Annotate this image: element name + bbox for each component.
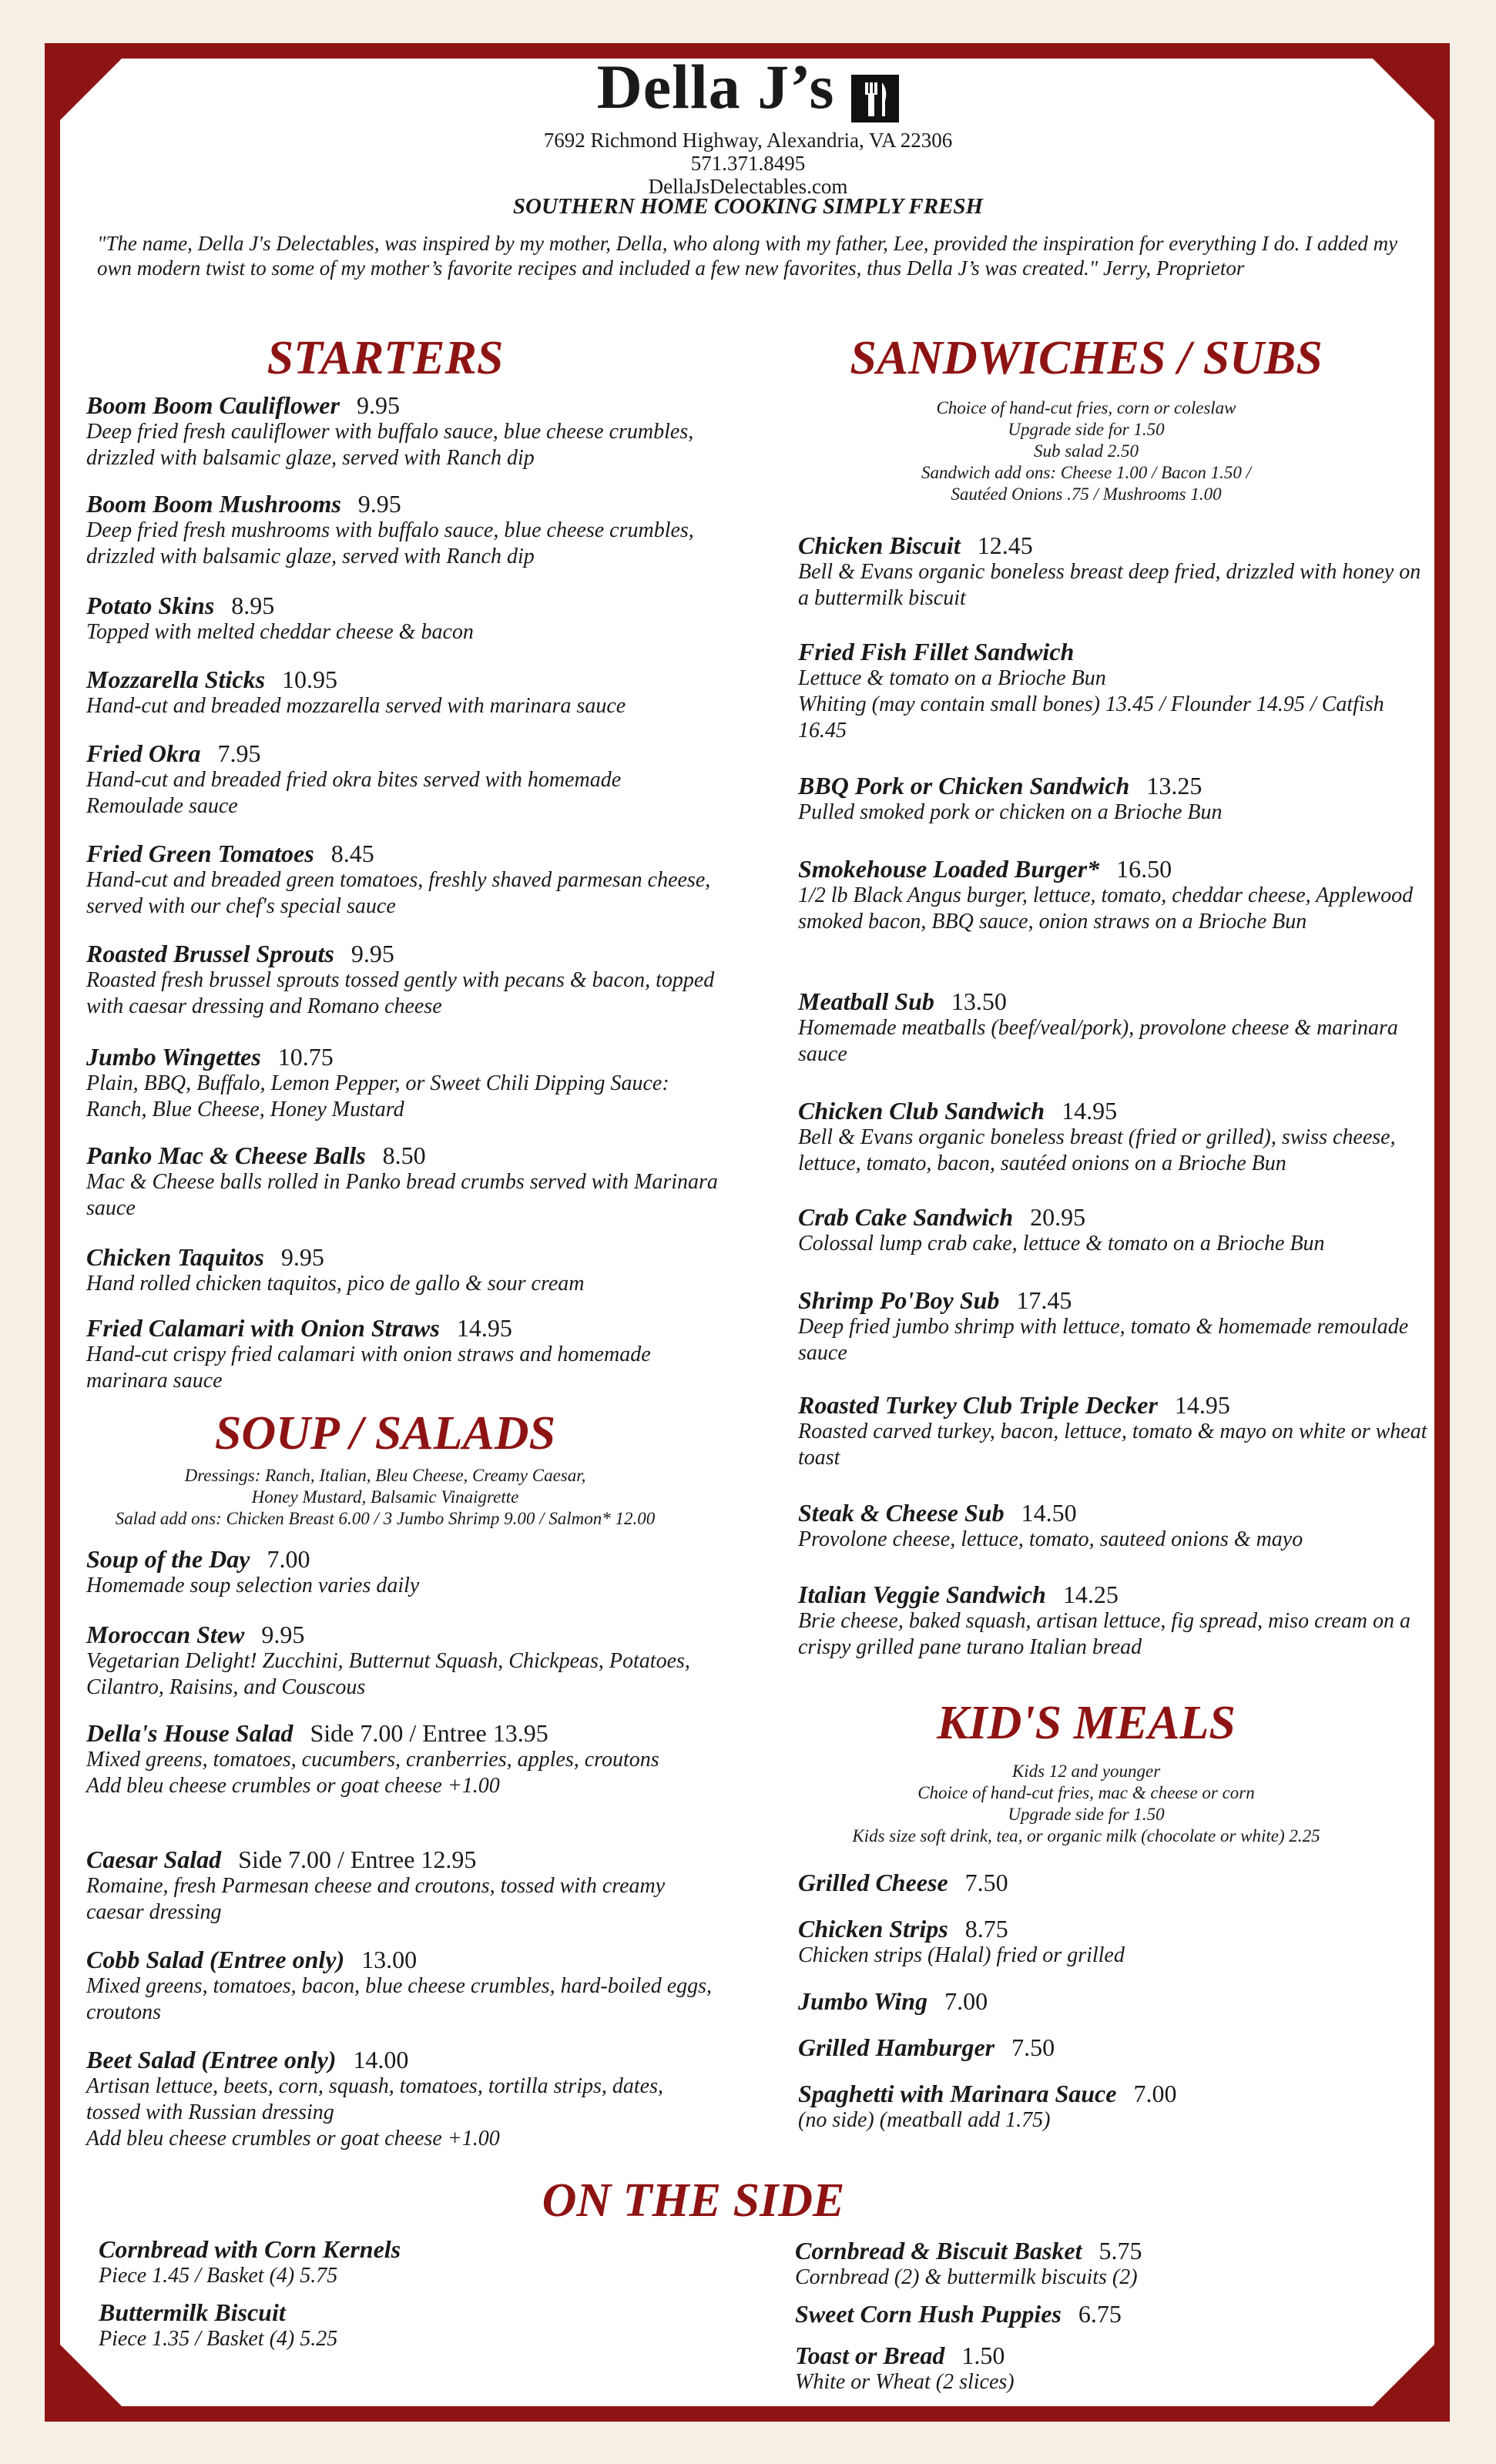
- item-header: [86, 1243, 718, 1271]
- item-price: 7.50: [964, 1869, 1008, 1896]
- item-description: Homemade soup selection varies daily: [86, 1574, 420, 1597]
- item-price: 9.95: [261, 1621, 305, 1648]
- item-price: Side 7.00 / Entree 13.95: [310, 1719, 548, 1747]
- item-price: 9.95: [351, 940, 394, 967]
- menu-item: [798, 987, 1430, 1068]
- item-price: 10.75: [277, 1043, 334, 1071]
- item-header: [86, 391, 718, 419]
- item-name: Mozzarella Sticks: [86, 665, 266, 693]
- menu-item: [798, 2033, 1430, 2061]
- item-price: 8.45: [330, 840, 374, 867]
- menu-item: [798, 1869, 1430, 1896]
- menu-item: [798, 638, 1430, 744]
- dressings-note-2: Honey Mustard, Balsamic Vinaigrette: [251, 1487, 519, 1507]
- item-description: Hand rolled chicken taquitos, pico de gallo & sour cream: [86, 1272, 585, 1296]
- item-price: 8.95: [231, 592, 275, 619]
- address: 7692 Richmond Highway, Alexandria, VA 22306: [543, 129, 953, 153]
- item-price: 1.50: [961, 2342, 1005, 2369]
- menu-item: [86, 940, 718, 1020]
- item-header: [795, 2237, 1427, 2265]
- item-header: [86, 1314, 718, 1342]
- item-name: Italian Veggie Sandwich: [798, 1581, 1046, 1608]
- item-name: Meatball Sub: [798, 987, 934, 1015]
- item-description: Lettuce & tomato on a Brioche Bun: [798, 666, 1106, 690]
- item-header: [798, 638, 1430, 665]
- website: DellaJsDelectables.com: [648, 175, 848, 199]
- item-price: 16.50: [1116, 855, 1172, 883]
- item-price: 7.00: [944, 1987, 988, 2015]
- item-header: [798, 1097, 1430, 1125]
- item-price: 14.95: [456, 1314, 512, 1342]
- item-header: [86, 940, 718, 967]
- item-description: Hand-cut and breaded green tomatoes, freshly shaved parmesan cheese, served with our chef's special sauce: [86, 868, 711, 918]
- item-price: 7.95: [217, 739, 261, 767]
- item-price: 14.00: [353, 2046, 409, 2073]
- item-description: Deep fried fresh cauliflower with buffalo sauce, blue cheese crumbles, drizzled with balsamic glaze, served with Ranch dip: [86, 420, 694, 470]
- item-header: [798, 531, 1430, 559]
- item-description: Deep fried fresh mushrooms with buffalo sauce, blue cheese crumbles, drizzled with balsamic glaze, served with Ranch dip: [86, 518, 694, 568]
- sandwich-addons-note-2: Sautéed Onions .75 / Mushrooms 1.00: [951, 484, 1222, 504]
- salad-addons-note: Salad add ons: Chicken Breast 6.00 / 3 Jumbo Shrimp 9.00 / Salmon* 12.00: [115, 1509, 656, 1528]
- item-name: Beet Salad (Entree only): [86, 2046, 337, 2073]
- menu-item: [798, 772, 1430, 826]
- item-name: Chicken Club Sandwich: [798, 1097, 1045, 1125]
- section-title-starters: STARTERS: [267, 332, 504, 384]
- item-header: [86, 2046, 718, 2073]
- item-price: 13.00: [361, 1946, 418, 1973]
- item-name: Chicken Taquitos: [86, 1243, 264, 1271]
- item-name: Moroccan Stew: [86, 1621, 245, 1648]
- item-description: Piece 1.35 / Basket (4) 5.25: [99, 2327, 338, 2351]
- item-description: White or Wheat (2 slices): [795, 2370, 1015, 2394]
- kids-drink-note: Kids size soft drink, tea, or organic milk (chocolate or white) 2.25: [852, 1826, 1320, 1845]
- item-description: Plain, BBQ, Buffalo, Lemon Pepper, or Sweet Chili Dipping Sauce: Ranch, Blue Cheese, Honey Mustard: [86, 1071, 669, 1121]
- item-price: 12.45: [977, 531, 1033, 559]
- menu-item: [798, 1581, 1430, 1661]
- item-header: [798, 1869, 1430, 1896]
- item-description: Bell & Evans organic boneless breast (fried or grilled), swiss cheese, lettuce, tomato, bacon, sautéed onions on a Brioche Bun: [798, 1125, 1396, 1175]
- item-price: 13.25: [1146, 772, 1203, 800]
- item-description: Romaine, fresh Parmesan cheese and croutons, tossed with creamy caesar dressing: [86, 1874, 666, 1924]
- menu-item: [798, 1499, 1430, 1553]
- item-name: Boom Boom Mushrooms: [86, 490, 341, 518]
- menu-item: [86, 490, 718, 570]
- menu-item: [798, 1915, 1430, 1969]
- item-header: [86, 1946, 718, 1973]
- item-price: 14.95: [1174, 1391, 1230, 1419]
- item-header: [795, 2342, 1427, 2369]
- item-header: [86, 490, 718, 518]
- item-description: Roasted fresh brussel sprouts tossed gently with pecans & bacon, topped with caesar dressing and Romano cheese: [86, 968, 715, 1018]
- menu-item: [798, 1391, 1430, 1471]
- item-price: 14.25: [1062, 1581, 1119, 1608]
- salad-notes: [77, 1465, 693, 1530]
- item-header: [798, 1391, 1430, 1419]
- menu-item: [86, 840, 718, 920]
- menu-item: [798, 1987, 1430, 2015]
- item-name: Shrimp Po'Boy Sub: [798, 1286, 1000, 1314]
- item-price: 6.75: [1078, 2300, 1122, 2328]
- item-price: 9.95: [357, 490, 401, 518]
- menu-item: [798, 1286, 1430, 1366]
- item-name: Spaghetti with Marinara Sauce: [798, 2080, 1117, 2107]
- item-name: Cornbread with Corn Kernels: [99, 2235, 401, 2263]
- menu-item: [795, 2300, 1427, 2328]
- item-name: Cornbread & Biscuit Basket: [795, 2237, 1082, 2265]
- item-description: Mac & Cheese balls rolled in Panko bread crumbs served with Marinara sauce: [86, 1170, 718, 1220]
- item-description: Roasted carved turkey, bacon, lettuce, tomato & mayo on white or wheat toast: [798, 1420, 1427, 1470]
- item-header: [86, 1621, 718, 1648]
- item-header: [86, 1545, 718, 1573]
- sandwich-side-note: Choice of hand-cut fries, corn or coleslaw: [936, 398, 1236, 417]
- restaurant-name: Della J’s: [596, 52, 835, 122]
- fork-knife-icon: [851, 75, 899, 122]
- menu-item: [86, 1314, 718, 1394]
- section-title-kids: KID'S MEALS: [937, 1697, 1236, 1749]
- menu-item: [86, 592, 718, 645]
- menu-item: [99, 2235, 730, 2289]
- item-price: 8.50: [382, 1141, 426, 1169]
- kids-side-note: Choice of hand-cut fries, mac & cheese or corn: [917, 1783, 1255, 1802]
- menu-item: [86, 1845, 718, 1926]
- menu-item: [795, 2342, 1427, 2395]
- item-description: Pulled smoked pork or chicken on a Brioche Bun: [798, 800, 1223, 824]
- item-header: [795, 2300, 1427, 2328]
- item-price: 17.45: [1016, 1286, 1072, 1314]
- item-name: Roasted Turkey Club Triple Decker: [798, 1391, 1158, 1419]
- phone: 571.371.8495: [690, 152, 806, 176]
- item-description: Hand-cut and breaded mozzarella served with marinara sauce: [86, 694, 626, 718]
- item-price: Side 7.00 / Entree 12.95: [238, 1845, 477, 1873]
- item-header: [798, 1203, 1430, 1231]
- menu-item: [798, 2080, 1430, 2134]
- item-price: 14.95: [1062, 1097, 1118, 1125]
- proprietor-quote: "The name, Della J's Delectables, was inspired by my mother, Della, who along with my father, Lee, provided the inspiration for everything I do. I added my own modern twist to some of my mother’s favorite recipes and included a few new favorites, thus Della J’s was created." Jerry, Proprietor: [97, 232, 1398, 280]
- item-header: [798, 1499, 1430, 1527]
- item-description: Provolone cheese, lettuce, tomato, sauteed onions & mayo: [798, 1527, 1303, 1551]
- kids-age-note: Kids 12 and younger: [1011, 1762, 1161, 1781]
- menu-item: [86, 1946, 718, 2026]
- item-name: Soup of the Day: [86, 1545, 250, 1573]
- menu-header: [0, 52, 1496, 198]
- menu-item: [798, 531, 1430, 612]
- item-header: [798, 2080, 1430, 2107]
- item-price: 7.00: [267, 1545, 310, 1573]
- item-price: 14.50: [1021, 1499, 1077, 1527]
- item-name: Sweet Corn Hush Puppies: [795, 2300, 1062, 2328]
- item-header: [99, 2235, 730, 2263]
- item-name: Cobb Salad (Entree only): [86, 1946, 345, 1973]
- menu-item: [798, 855, 1430, 935]
- item-header: [798, 1915, 1430, 1943]
- menu-item: [86, 391, 718, 471]
- sandwich-sub-salad-note: Sub salad 2.50: [1033, 441, 1139, 461]
- item-name: Roasted Brussel Sprouts: [86, 940, 334, 967]
- menu-item: [798, 1097, 1430, 1177]
- item-name: Buttermilk Biscuit: [99, 2298, 286, 2326]
- dressings-note: Dressings: Ranch, Italian, Bleu Cheese, Creamy Caesar,: [184, 1466, 586, 1485]
- sandwich-upgrade-note: Upgrade side for 1.50: [1008, 420, 1165, 439]
- item-name: Fried Calamari with Onion Straws: [86, 1314, 440, 1342]
- item-price: 7.00: [1133, 2080, 1177, 2107]
- item-price: 9.95: [280, 1243, 324, 1271]
- item-name: Toast or Bread: [795, 2342, 945, 2369]
- item-price: 10.95: [282, 665, 338, 693]
- item-name: Chicken Strips: [798, 1915, 948, 1943]
- menu-item: [86, 1621, 718, 1701]
- item-description: Piece 1.45 / Basket (4) 5.75: [99, 2264, 338, 2288]
- item-header: [86, 739, 718, 767]
- item-description: 1/2 lb Black Angus burger, lettuce, tomato, cheddar cheese, Applewood smoked bacon, BBQ sauce, onion straws on a Brioche Bun: [798, 883, 1414, 934]
- item-name: Boom Boom Cauliflower: [86, 391, 340, 419]
- item-price: 13.50: [951, 987, 1007, 1015]
- section-title-sandwiches: SANDWICHES / SUBS: [850, 332, 1323, 384]
- item-description-extra: Add bleu cheese crumbles or goat cheese +1.00: [86, 2127, 500, 2151]
- kids-upgrade-note: Upgrade side for 1.50: [1008, 1805, 1165, 1824]
- item-name: Fried Green Tomatoes: [86, 840, 314, 867]
- item-header: [99, 2298, 730, 2326]
- item-name: Grilled Hamburger: [798, 2033, 995, 2061]
- tagline: SOUTHERN HOME COOKING SIMPLY FRESH: [512, 194, 984, 219]
- item-description: Cornbread (2) & buttermilk biscuits (2): [795, 2265, 1138, 2289]
- item-description: Vegetarian Delight! Zucchini, Butternut Squash, Chickpeas, Potatoes, Cilantro, Raisins, and Couscous: [86, 1649, 690, 1699]
- item-price: 9.95: [356, 391, 400, 419]
- sandwich-addons-note: Sandwich add ons: Cheese 1.00 / Bacon 1.50 /: [921, 463, 1251, 482]
- item-description: Chicken strips (Halal) fried or grilled: [798, 1943, 1125, 1967]
- menu-item: [86, 1043, 718, 1123]
- item-header: [798, 987, 1430, 1015]
- item-name: Panko Mac & Cheese Balls: [86, 1141, 366, 1169]
- item-header: [86, 1845, 718, 1873]
- item-header: [86, 1043, 718, 1071]
- item-description: Topped with melted cheddar cheese & bacon: [86, 620, 474, 644]
- item-description: Deep fried jumbo shrimp with lettuce, tomato & homemade remoulade sauce: [798, 1315, 1409, 1365]
- item-description: (no side) (meatball add 1.75): [798, 2108, 1051, 2132]
- item-description: Artisan lettuce, beets, corn, squash, tomatoes, tortilla strips, dates, tossed with Russian dressing: [86, 2074, 663, 2124]
- item-header: [86, 665, 718, 693]
- item-description-extra: Add bleu cheese crumbles or goat cheese +1.00: [86, 1774, 500, 1798]
- menu-item: [86, 1141, 718, 1222]
- menu-item: [795, 2237, 1427, 2291]
- item-name: Jumbo Wing: [798, 1987, 928, 2015]
- item-price: 5.75: [1099, 2237, 1142, 2265]
- item-name: Grilled Cheese: [798, 1869, 948, 1896]
- item-header: [798, 1581, 1430, 1608]
- item-description: Colossal lump crab cake, lettuce & tomato on a Brioche Bun: [798, 1232, 1325, 1255]
- item-description: Hand-cut and breaded fried okra bites served with homemade Remoulade sauce: [86, 768, 622, 818]
- kids-notes: [793, 1761, 1379, 1847]
- item-header: [86, 1719, 718, 1747]
- item-description: Bell & Evans organic boneless breast deep fried, drizzled with honey on a buttermilk biscuit: [798, 560, 1421, 610]
- section-title-soup-salads: SOUP / SALADS: [214, 1407, 556, 1460]
- menu-item: [86, 1719, 718, 1799]
- item-name: Fried Okra: [86, 739, 201, 767]
- item-name: Crab Cake Sandwich: [798, 1203, 1014, 1231]
- item-header: [798, 1286, 1430, 1314]
- item-name: Chicken Biscuit: [798, 531, 961, 559]
- item-header: [86, 592, 718, 619]
- item-header: [798, 2033, 1430, 2061]
- menu-item: [86, 739, 718, 820]
- item-name: Steak & Cheese Sub: [798, 1499, 1005, 1527]
- item-name: Caesar Salad: [86, 1845, 222, 1873]
- menu-item: [798, 1203, 1430, 1257]
- item-header: [798, 772, 1430, 800]
- item-description: Hand-cut crispy fried calamari with onion straws and homemade marinara sauce: [86, 1343, 651, 1393]
- item-header: [798, 1987, 1430, 2015]
- item-price: 20.95: [1030, 1203, 1086, 1231]
- item-description: Mixed greens, tomatoes, cucumbers, cranberries, apples, croutons: [86, 1748, 659, 1772]
- item-description-extra: Whiting (may contain small bones) 13.45 / Flounder 14.95 / Catfish 16.45: [798, 692, 1384, 743]
- item-header: [86, 840, 718, 867]
- item-name: Jumbo Wingettes: [86, 1043, 261, 1071]
- item-price: 7.50: [1011, 2033, 1055, 2061]
- item-description: Brie cheese, baked squash, artisan lettuce, fig spread, miso cream on a crispy grilled pane turano Italian bread: [798, 1609, 1411, 1659]
- section-title-sides: ON THE SIDE: [542, 2174, 845, 2227]
- sandwich-notes: [793, 397, 1379, 505]
- menu-item: [86, 665, 718, 719]
- item-name: BBQ Pork or Chicken Sandwich: [798, 772, 1130, 800]
- menu-item: [86, 2046, 718, 2152]
- menu-item: [99, 2298, 730, 2352]
- item-name: Smokehouse Loaded Burger*: [798, 855, 1100, 883]
- menu-item: [86, 1545, 718, 1599]
- item-description: Homemade meatballs (beef/veal/pork), provolone cheese & marinara sauce: [798, 1016, 1398, 1066]
- menu-item: [86, 1243, 718, 1297]
- item-name: Fried Fish Fillet Sandwich: [798, 638, 1075, 665]
- item-price: 8.75: [964, 1915, 1008, 1943]
- item-name: Potato Skins: [86, 592, 215, 619]
- item-name: Della's House Salad: [86, 1719, 293, 1747]
- item-description: Mixed greens, tomatoes, bacon, blue cheese crumbles, hard-boiled eggs, croutons: [86, 1974, 713, 2024]
- item-header: [798, 855, 1430, 883]
- item-header: [86, 1141, 718, 1169]
